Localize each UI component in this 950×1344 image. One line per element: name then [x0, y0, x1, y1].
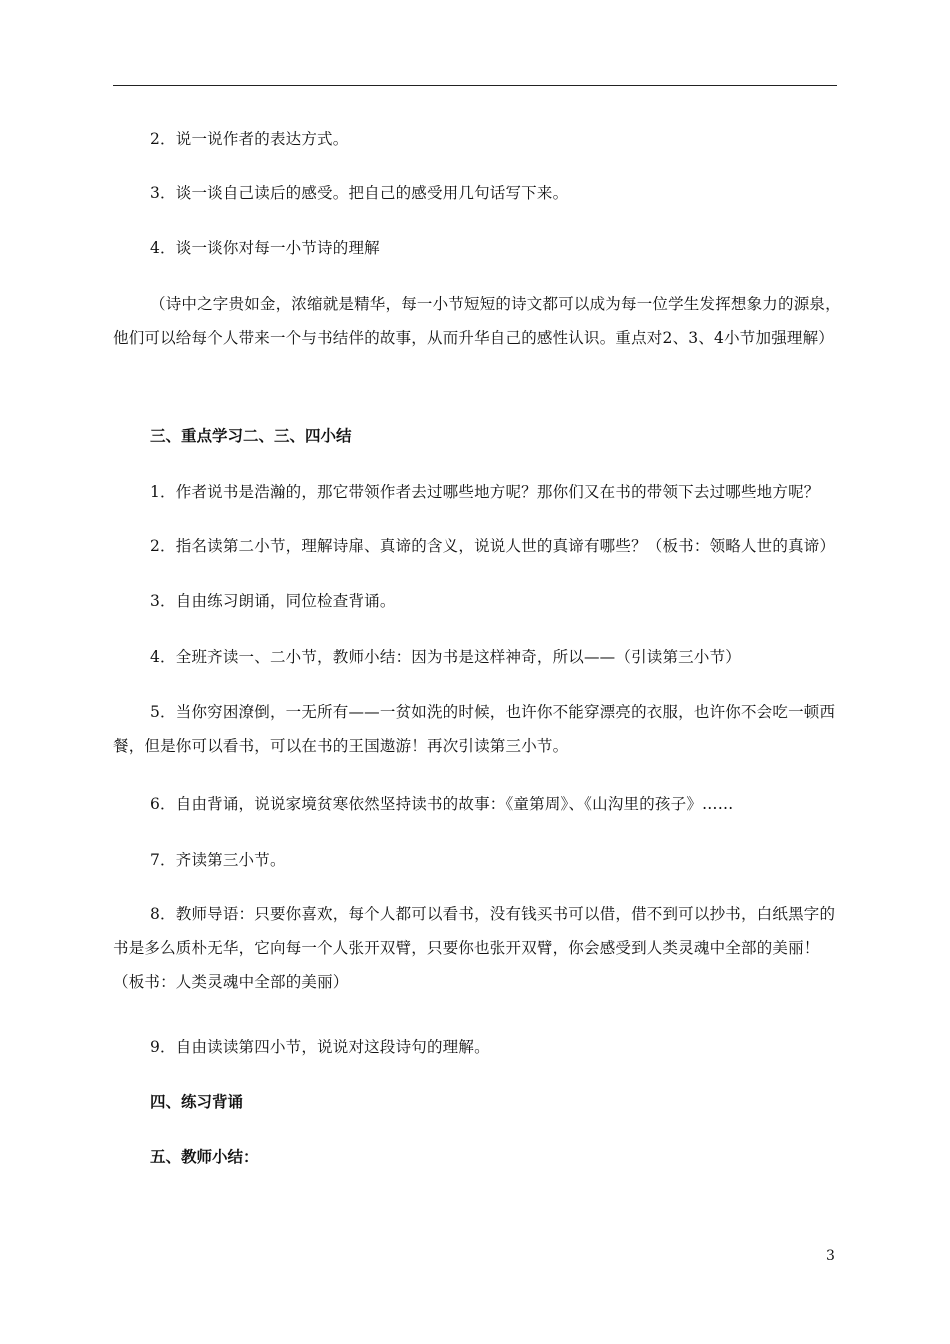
paragraph-step-7: 7．齐读第三小节。 — [150, 851, 286, 869]
paragraph-item-2: 2．说一说作者的表达方式。 — [150, 130, 349, 148]
paragraph-step-6: 6．自由背诵，说说家境贫寒依然坚持读书的故事：《童第周》、《山沟里的孩子》…… — [150, 795, 734, 813]
paragraph-item-3: 3．谈一谈自己读后的感受。把自己的感受用几句话写下来。 — [150, 184, 569, 202]
paragraph-note: （诗中之字贵如金，浓缩就是精华，每一小节短短的诗文都可以成为每一位学生发挥想象力的源泉，他们可以给每个人带来一个与书结伴的故事，从而升华自己的感性认识。重点对2、3、4小节加强理解） — [113, 295, 841, 347]
paragraph-step-4: 4．全班齐读一、二小节，教师小结：因为书是这样神奇，所以——（引读第三小节） — [150, 648, 741, 666]
paragraph-step-5: 5．当你穷困潦倒，一无所有——一贫如洗的时候，也许你不能穿漂亮的衣服，也许你不会吃一顿西餐，但是你可以看书，可以在书的王国遨游！再次引读第三小节。 — [113, 703, 836, 755]
paragraph-step-1: 1．作者说书是浩瀚的，那它带领作者去过哪些地方呢？那你们又在书的带领下去过哪些地方呢？ — [150, 483, 820, 501]
paragraph-step-2: 2．指名读第二小节，理解诗扉、真谛的含义，说说人世的真谛有哪些？（板书：领略人世的真谛） — [150, 537, 836, 555]
section-heading-5: 五、教师小结： — [150, 1147, 259, 1166]
page-number: 3 — [826, 1248, 835, 1264]
section-heading-4: 四、练习背诵 — [150, 1092, 244, 1111]
paragraph-step-3: 3．自由练习朗诵，同位检查背诵。 — [150, 592, 396, 610]
header-rule — [113, 85, 837, 86]
paragraph-step-9: 9．自由读读第四小节，说说对这段诗句的理解。 — [150, 1038, 490, 1056]
paragraph-step-8: 8．教师导语：只要你喜欢，每个人都可以看书，没有钱买书可以借，借不到可以抄书，白纸黑字的书是多么质朴无华，它向每一个人张开双臂，只要你也张开双臂，你会感受到人类灵魂中全部的美丽！（板书：人类灵魂中全部的美丽） — [113, 905, 836, 991]
section-heading-3: 三、重点学习二、三、四小结 — [150, 426, 352, 445]
paragraph-item-4: 4．谈一谈你对每一小节诗的理解 — [150, 239, 380, 257]
